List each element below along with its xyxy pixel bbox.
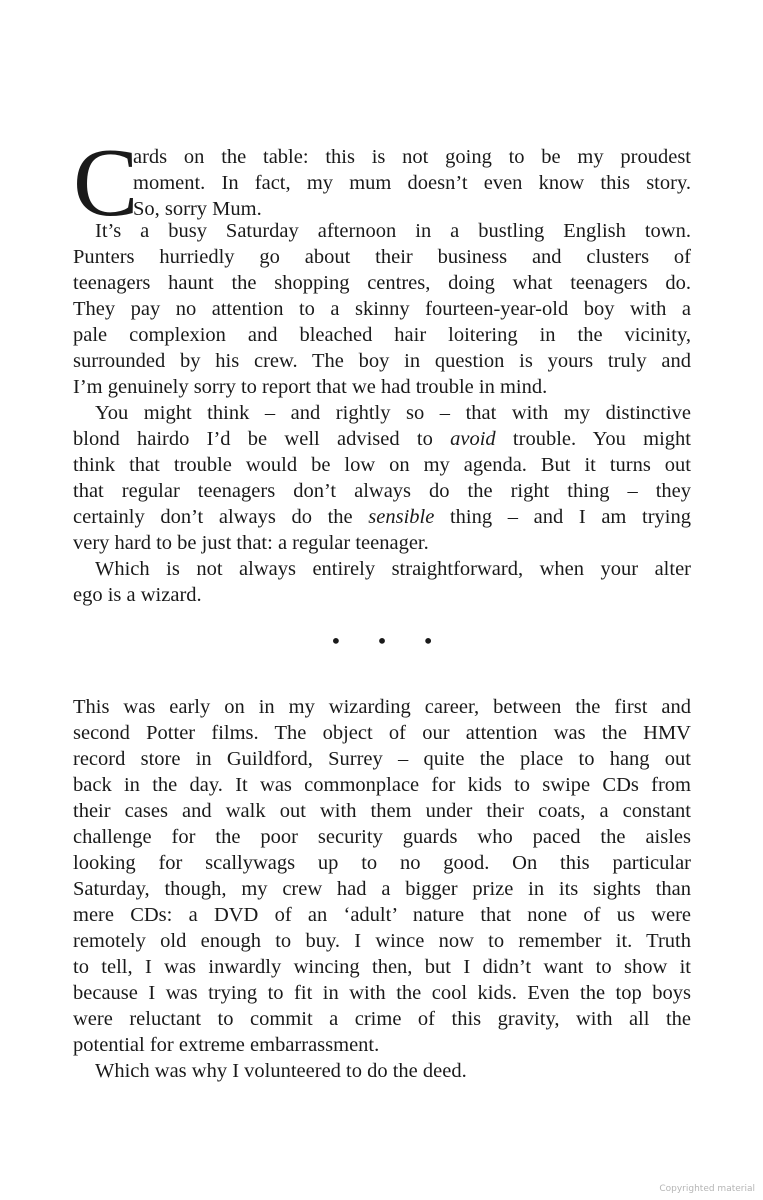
- text-line: ards on the table: this is not going to be my proudest: [133, 146, 691, 168]
- text-line: They pay no attention to a skinny fourteen-year-old boy with a: [73, 298, 691, 320]
- copyright-watermark: Copyrighted material: [659, 1184, 755, 1194]
- text-line: think that trouble would be low on my agenda. But it turns out: [73, 454, 691, 476]
- text-line: It’s a busy Saturday afternoon in a bustling English town.: [95, 220, 691, 242]
- text-line: [73, 504, 691, 530]
- text-line: that regular teenagers don’t always do the right thing – they: [73, 480, 691, 502]
- text-line: record store in Guildford, Surrey – quite the place to hang out: [73, 748, 691, 770]
- text-line: back in the day. It was commonplace for kids to swipe CDs from: [73, 774, 691, 796]
- text-segment: blond hairdo I’d be well advised to: [73, 428, 451, 450]
- text-line: their cases and walk out with them under their coats, a constant: [73, 800, 691, 822]
- text-line: remotely old enough to buy. I wince now to remember it. Truth: [73, 930, 691, 952]
- text-segment: certainly don’t always do the: [73, 506, 369, 528]
- italic-word: sensible: [368, 506, 435, 528]
- text-line: very hard to be just that: a regular teenager.: [73, 532, 429, 554]
- text-line: teenagers haunt the shopping centres, doing what teenagers do.: [73, 272, 691, 294]
- book-page: [73, 129, 691, 1084]
- section-break-ornament: • • •: [329, 629, 449, 653]
- text-line: You might think – and rightly so – that with my distinctive: [95, 402, 691, 424]
- text-line: pale complexion and bleached hair loitering in the vicinity,: [73, 324, 691, 346]
- text-line: surrounded by his crew. The boy in question is yours truly and: [73, 350, 691, 372]
- text-line: second Potter films. The object of our attention was the HMV: [73, 722, 691, 744]
- text-line: looking for scallywags up to no good. On this particular: [73, 852, 691, 874]
- paragraph: [73, 400, 691, 556]
- paragraph: [73, 1058, 691, 1084]
- text-line: [73, 426, 691, 452]
- text-line: So, sorry Mum.: [133, 198, 262, 220]
- text-line: Punters hurriedly go about their business and clusters of: [73, 246, 691, 268]
- text-segment: trouble. You might: [495, 428, 691, 450]
- text-line: potential for extreme embarrassment.: [73, 1034, 380, 1056]
- text-line: I’m genuinely sorry to report that we had trouble in mind.: [73, 376, 548, 398]
- text-line: Which was why I volunteered to do the deed.: [95, 1060, 467, 1082]
- text-line: ego is a wizard.: [73, 584, 202, 606]
- italic-word: avoid: [450, 428, 496, 450]
- text-line: Saturday, though, my crew had a bigger prize in its sights than: [73, 878, 691, 900]
- text-line: mere CDs: a DVD of an ‘adult’ nature that none of us were: [73, 904, 691, 926]
- text-line: to tell, I was inwardly wincing then, but I didn’t want to show it: [73, 956, 691, 978]
- text-line: were reluctant to commit a crime of this gravity, with all the: [73, 1008, 691, 1030]
- text-line: because I was trying to fit in with the cool kids. Even the top boys: [73, 982, 691, 1004]
- text-segment: thing – and I am trying: [434, 506, 691, 528]
- text-line: moment. In fact, my mum doesn’t even know this story.: [133, 172, 691, 194]
- paragraph: [73, 556, 691, 608]
- text-line: Which is not always entirely straightforward, when your alter: [95, 558, 691, 580]
- text-line: challenge for the poor security guards who paced the aisles: [73, 826, 691, 848]
- paragraph: [73, 694, 691, 1058]
- drop-cap: C: [73, 129, 139, 237]
- text-line: This was early on in my wizarding career, between the first and: [73, 696, 691, 718]
- paragraph: [73, 218, 691, 400]
